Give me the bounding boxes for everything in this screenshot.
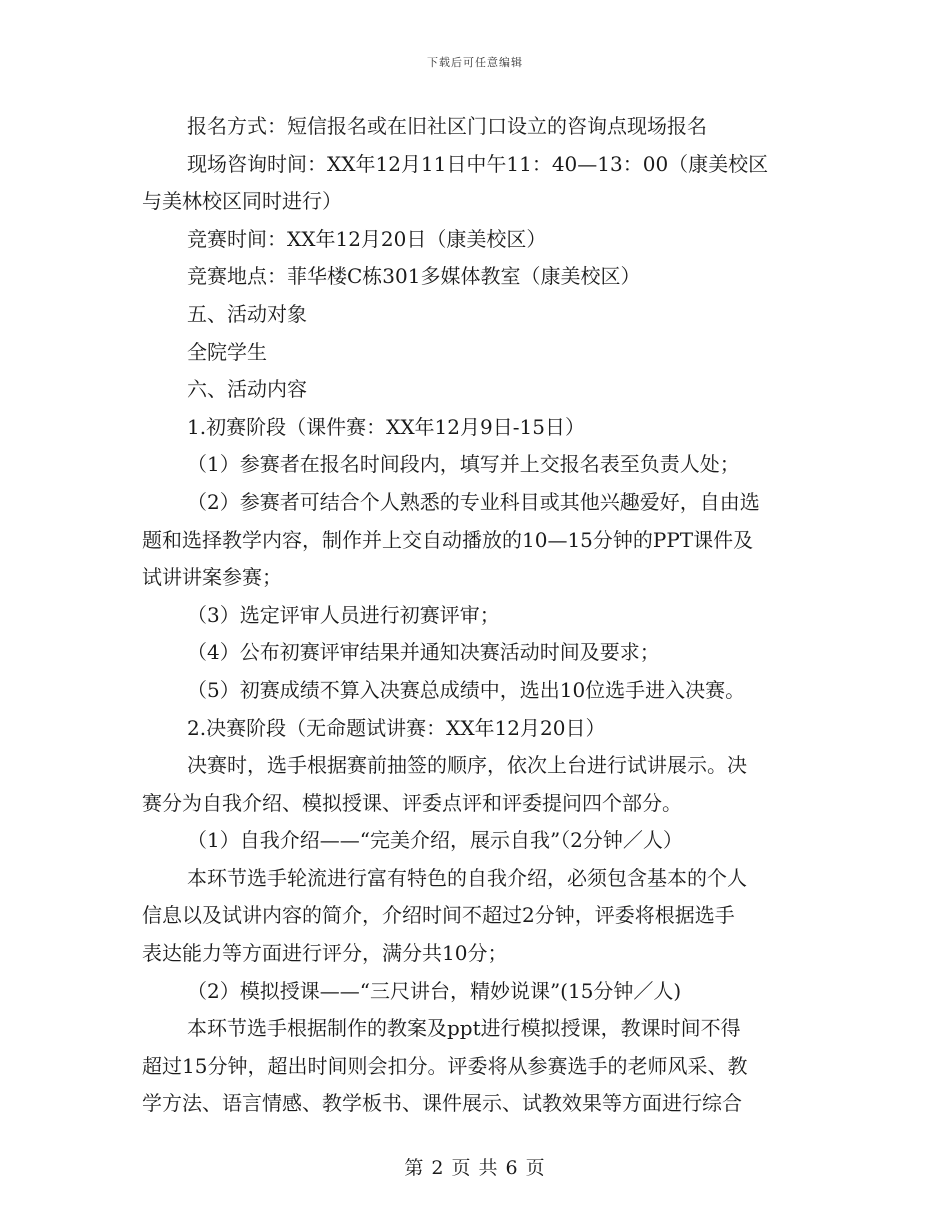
- text-line: （2）模拟授课——“三尺讲台，精妙说课”(15分钟／人): [187, 978, 682, 1003]
- text-line: 竞赛时间：XX年12月20日（康美校区）: [187, 226, 547, 251]
- text-line: 本环节选手根据制作的教案及ppt进行模拟授课，教课时间不得: [187, 1016, 741, 1041]
- text-line: 题和选择教学内容，制作并上交自动播放的10—15分钟的PPT课件及: [142, 527, 754, 552]
- text-line: 信息以及试讲内容的简介，介绍时间不超过2分钟，评委将根据选手: [142, 903, 735, 928]
- text-line: 1.初赛阶段（课件赛：XX年12月9日-15日）: [187, 414, 585, 439]
- text-line: 决赛时，选手根据赛前抽签的顺序，依次上台进行试讲展示。决: [187, 753, 747, 778]
- text-line: 现场咨询时间：XX年12月11日中午11：40—13：00（康美校区: [187, 151, 769, 176]
- text-line: （5）初赛成绩不算入决赛总成绩中，选出10位选手进入决赛。: [187, 677, 746, 702]
- text-line: （1）自我介绍——“完美介绍，展示自我”（2分钟／人）: [187, 828, 683, 853]
- page-footer: 第 2 页 共 6 页: [404, 1157, 546, 1179]
- text-line: 试讲讲案参赛；: [142, 565, 282, 590]
- text-line: 赛分为自我介绍、模拟授课、评委点评和评委提问四个部分。: [142, 790, 682, 815]
- text-line: 学方法、语言情感、教学板书、课件展示、试教效果等方面进行综合: [142, 1091, 742, 1116]
- text-line: 五、活动对象: [187, 301, 307, 326]
- document-body: [142, 108, 810, 1123]
- text-line: （3）选定评审人员进行初赛评审；: [187, 602, 500, 627]
- text-line: （1）参赛者在报名时间段内，填写并上交报名表至负责人处；: [187, 452, 740, 477]
- text-line: 竞赛地点：菲华楼C栋301多媒体教室（康美校区）: [187, 264, 641, 289]
- text-line: （4）公布初赛评审结果并通知决赛活动时间及要求；: [187, 640, 660, 665]
- text-line: 本环节选手轮流进行富有特色的自我介绍，必须包含基本的个人: [187, 865, 747, 890]
- text-line: （2）参赛者可结合个人熟悉的专业科目或其他兴趣爱好，自由选: [187, 489, 760, 514]
- text-line: 2.决赛阶段（无命题试讲赛：XX年12月20日）: [187, 715, 606, 740]
- text-line: 与美林校区同时进行）: [142, 189, 342, 214]
- text-line: 全院学生: [187, 339, 267, 364]
- text-line: 六、活动内容: [187, 377, 307, 402]
- text-line: 超过15分钟，超出时间则会扣分。评委将从参赛选手的老师风采、教: [142, 1053, 748, 1078]
- text-line: 表达能力等方面进行评分，满分共10分；: [142, 941, 508, 966]
- page-header: 下载后可任意编辑: [427, 56, 523, 69]
- text-line: 报名方式：短信报名或在旧社区门口设立的咨询点现场报名: [187, 114, 707, 138]
